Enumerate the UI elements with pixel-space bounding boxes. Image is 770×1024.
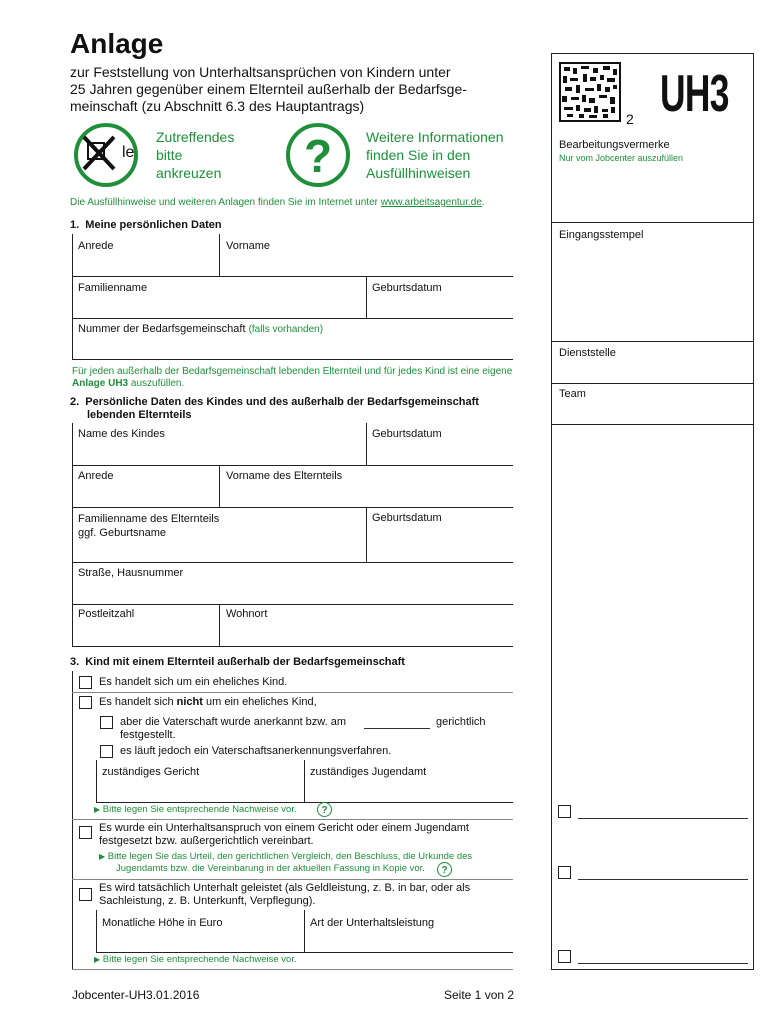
parent-first-label: Vorname des Elternteils xyxy=(226,470,343,482)
office-note-field[interactable] xyxy=(578,963,748,964)
field-divider xyxy=(96,910,97,952)
field-divider xyxy=(96,952,513,953)
hint-line: finden Sie in den xyxy=(366,147,471,163)
team-label: Team xyxy=(559,388,586,400)
birth-date-label: Geburtsdatum xyxy=(372,282,442,294)
monthly-label: Monatliche Höhe in Euro xyxy=(102,917,223,929)
field-divider xyxy=(72,318,513,319)
field-divider xyxy=(72,604,513,605)
field-divider xyxy=(72,465,513,466)
salutation-label: Anrede xyxy=(78,240,114,252)
section1-heading: 1. Meine persönlichen Daten xyxy=(70,219,222,231)
not-married-checkbox[interactable] xyxy=(79,696,92,709)
youth-office-field[interactable] xyxy=(306,780,511,800)
field-divider xyxy=(366,423,367,465)
help-question-icon[interactable]: ? xyxy=(317,802,332,817)
label-line: Es wird tatsächlich Unterhalt geleistet (als Geldleistung, z. B. in bar, oder als xyxy=(99,882,471,894)
subtitle-line: meinschaft (zu Abschnitt 6.3 des Hauptantrags) xyxy=(70,98,365,114)
section3-heading: 3. Kind mit einem Elternteil außerhalb der Bedarfsgemeinschaft xyxy=(70,656,405,668)
sidebar-divider xyxy=(551,383,754,384)
birth-date-field[interactable] xyxy=(368,296,511,316)
field-divider xyxy=(366,276,367,318)
court-label: zuständiges Gericht xyxy=(102,766,200,778)
form-code: UH3 xyxy=(660,65,729,123)
label-line: ggf. Geburtsname xyxy=(78,527,167,539)
stamp-label: Eingangsstempel xyxy=(559,229,644,241)
bg-number-text: Nummer der Bedarfsgemeinschaft xyxy=(78,323,246,335)
heading-line: 2. Persönliche Daten des Kindes und des außerhalb der Bedarfsgemeinschaft xyxy=(70,396,479,408)
section2-heading xyxy=(70,396,479,422)
support-type-field[interactable] xyxy=(306,930,511,950)
married-checkbox[interactable] xyxy=(79,676,92,689)
zip-label: Postleitzahl xyxy=(78,608,135,620)
field-divider xyxy=(72,646,513,647)
proof-hint xyxy=(94,804,297,815)
sidebar-box xyxy=(551,53,754,970)
notice-rest: auszufüllen. xyxy=(128,378,185,389)
field-divider xyxy=(304,910,305,952)
field-divider xyxy=(366,507,367,562)
field-divider xyxy=(72,507,513,508)
qr-code xyxy=(559,62,621,122)
label-part: um ein eheliches Kind, xyxy=(202,696,317,708)
check-x-icon xyxy=(74,123,148,187)
processing-sub: Nur vom Jobcenter auszufüllen xyxy=(559,153,684,163)
check-hint-text xyxy=(156,128,234,182)
label-line: festgesetzt bzw. außergerichtlich vereinbart. xyxy=(99,835,314,847)
proof-hint xyxy=(94,954,297,965)
field-divider xyxy=(72,562,513,563)
check-hint-fragment: le xyxy=(122,144,135,161)
svg-text:?: ? xyxy=(303,130,333,182)
section3-border xyxy=(72,671,73,969)
first-name-label: Vorname xyxy=(226,240,271,252)
question-circle-icon xyxy=(280,122,356,188)
office-note-field[interactable] xyxy=(578,879,748,880)
hint-text: Bitte legen Sie das Urteil, den gerichtlichen Vergleich, den Beschluss, die Urkunde des xyxy=(107,851,473,862)
paternity-label: aber die Vaterschaft wurde anerkannt bzw. am xyxy=(120,716,347,728)
office-checkbox[interactable] xyxy=(558,950,571,963)
field-divider xyxy=(96,802,513,803)
claim-checkbox[interactable] xyxy=(79,826,92,839)
arrow-icon: ▶ xyxy=(99,852,106,861)
first-name-field[interactable] xyxy=(221,254,511,274)
sidebar-divider xyxy=(551,341,754,342)
parent-birth-label: Geburtsdatum xyxy=(372,512,442,524)
page-title: Anlage xyxy=(70,28,164,59)
row-divider xyxy=(72,819,513,820)
support-type-label: Art der Unterhaltsleistung xyxy=(310,917,435,929)
arrow-icon: ▶ xyxy=(94,955,101,964)
section1-border xyxy=(72,234,73,359)
paternity-date-field[interactable] xyxy=(364,728,430,729)
parent-first-field[interactable] xyxy=(221,485,511,505)
child-name-label: Name des Kindes xyxy=(78,428,165,440)
subtitle-line: 25 Jahren gegenüber einem Elternteil außerhalb der Bedarfsge- xyxy=(70,81,467,97)
field-divider xyxy=(304,760,305,802)
child-birth-label: Geburtsdatum xyxy=(372,428,442,440)
field-divider xyxy=(96,760,97,802)
parent-last-field[interactable] xyxy=(74,540,364,560)
info-link[interactable]: www.arbeitsagentur.de xyxy=(380,197,482,208)
hint-line xyxy=(99,851,472,863)
parent-salutation-field[interactable] xyxy=(74,485,217,505)
notice-line: Für jeden außerhalb der Bedarfsgemeinschaft lebenden Elternteil und für jedes Kind ist eine eigene xyxy=(72,366,513,377)
label-part: Es handelt sich xyxy=(99,696,177,708)
field-divider xyxy=(72,276,513,277)
info-line-prefix: Die Ausfüllhinweise und weiteren Anlagen finden Sie im Internet unter xyxy=(70,197,381,208)
youth-office-label: zuständiges Jugendamt xyxy=(310,766,427,778)
office-note-field[interactable] xyxy=(578,818,748,819)
hint-line: ankreuzen xyxy=(156,165,222,181)
hint-line: Weitere Informationen xyxy=(366,129,504,145)
row-divider xyxy=(72,692,513,693)
heading-line: lebenden Elternteils xyxy=(87,409,192,421)
label-line: Sachleistung, z. B. Unterkunft, Verpflegung). xyxy=(99,895,316,907)
parent-birth-field[interactable] xyxy=(368,527,511,560)
section2-border xyxy=(72,423,73,646)
paternity-checkbox[interactable] xyxy=(100,716,113,729)
last-name-field[interactable] xyxy=(74,296,364,316)
bg-number-field[interactable] xyxy=(74,338,511,358)
street-label: Straße, Hausnummer xyxy=(78,567,184,579)
street-field[interactable] xyxy=(74,582,511,602)
field-divider xyxy=(219,604,220,646)
footer-form-id: Jobcenter-UH3.01.2016 xyxy=(72,988,200,1002)
paid-label xyxy=(99,882,470,908)
field-divider xyxy=(219,465,220,507)
arrow-icon: ▶ xyxy=(94,805,101,814)
paternity-label-3: festgestellt. xyxy=(120,729,176,741)
sidebar-divider xyxy=(551,222,754,223)
hint-line: Ausfüllhinweisen xyxy=(366,165,471,181)
monthly-field[interactable] xyxy=(98,930,302,950)
bg-number-label xyxy=(78,323,323,335)
info-hint-text xyxy=(366,128,503,182)
not-married-label xyxy=(99,696,317,708)
proof-hint-text: Bitte legen Sie entsprechende Nachweise vor. xyxy=(102,954,297,965)
info-line-suffix: . xyxy=(481,197,485,208)
salutation-field[interactable] xyxy=(74,254,217,274)
row-divider xyxy=(72,969,513,970)
hint-line: bitte xyxy=(156,147,183,163)
parent-salutation-label: Anrede xyxy=(78,470,114,482)
processing-title: Bearbeitungsvermerke xyxy=(559,139,670,151)
city-field[interactable] xyxy=(221,623,511,643)
row-divider xyxy=(72,879,513,880)
label-line: Familienname des Elternteils xyxy=(78,513,220,525)
married-label: Es handelt sich um ein eheliches Kind. xyxy=(99,676,288,688)
claim-hint xyxy=(99,851,472,875)
last-name-label: Familienname xyxy=(78,282,148,294)
child-name-field[interactable] xyxy=(74,443,364,463)
office-checkbox[interactable] xyxy=(558,866,571,879)
claim-label xyxy=(99,822,511,848)
office-label: Dienststelle xyxy=(559,347,616,359)
field-divider xyxy=(219,234,220,276)
notice-bold: Anlage UH3 xyxy=(72,378,129,389)
proof-hint-text: Bitte legen Sie entsprechende Nachweise vor. xyxy=(102,804,297,815)
page-subtitle xyxy=(70,64,467,115)
sidebar-divider xyxy=(551,424,754,425)
procedure-label: es läuft jedoch ein Vaterschaftsanerkennungsverfahren. xyxy=(120,745,392,757)
paternity-label-2: gerichtlich xyxy=(436,716,486,728)
notice-text xyxy=(72,366,514,390)
paid-checkbox[interactable] xyxy=(79,888,92,901)
footer-page: Seite 1 von 2 xyxy=(444,988,515,1002)
help-question-icon[interactable]: ? xyxy=(437,862,452,877)
field-divider xyxy=(72,359,513,360)
parent-last-label xyxy=(78,512,219,540)
procedure-checkbox[interactable] xyxy=(100,745,113,758)
notice-line xyxy=(72,378,514,390)
label-line: Es wurde ein Unterhaltsanspruch von einem Gericht oder einem Jugendamt xyxy=(99,822,469,834)
office-checkbox[interactable] xyxy=(558,805,571,818)
page-digit: 2 xyxy=(626,111,634,127)
info-line xyxy=(70,197,485,208)
hint-line: Zutreffendes xyxy=(156,129,235,145)
label-bold: nicht xyxy=(176,696,203,708)
hint-line: Jugendamts bzw. die Vereinbarung in der aktuellen Fassung in Kopie vor. xyxy=(116,863,425,874)
zip-field[interactable] xyxy=(74,623,217,643)
city-label: Wohnort xyxy=(226,608,268,620)
bg-number-note: (falls vorhanden) xyxy=(248,324,324,335)
subtitle-line: zur Feststellung von Unterhaltsansprüchen von Kindern unter xyxy=(70,64,451,80)
court-field[interactable] xyxy=(98,780,302,800)
child-birth-field[interactable] xyxy=(368,443,511,463)
